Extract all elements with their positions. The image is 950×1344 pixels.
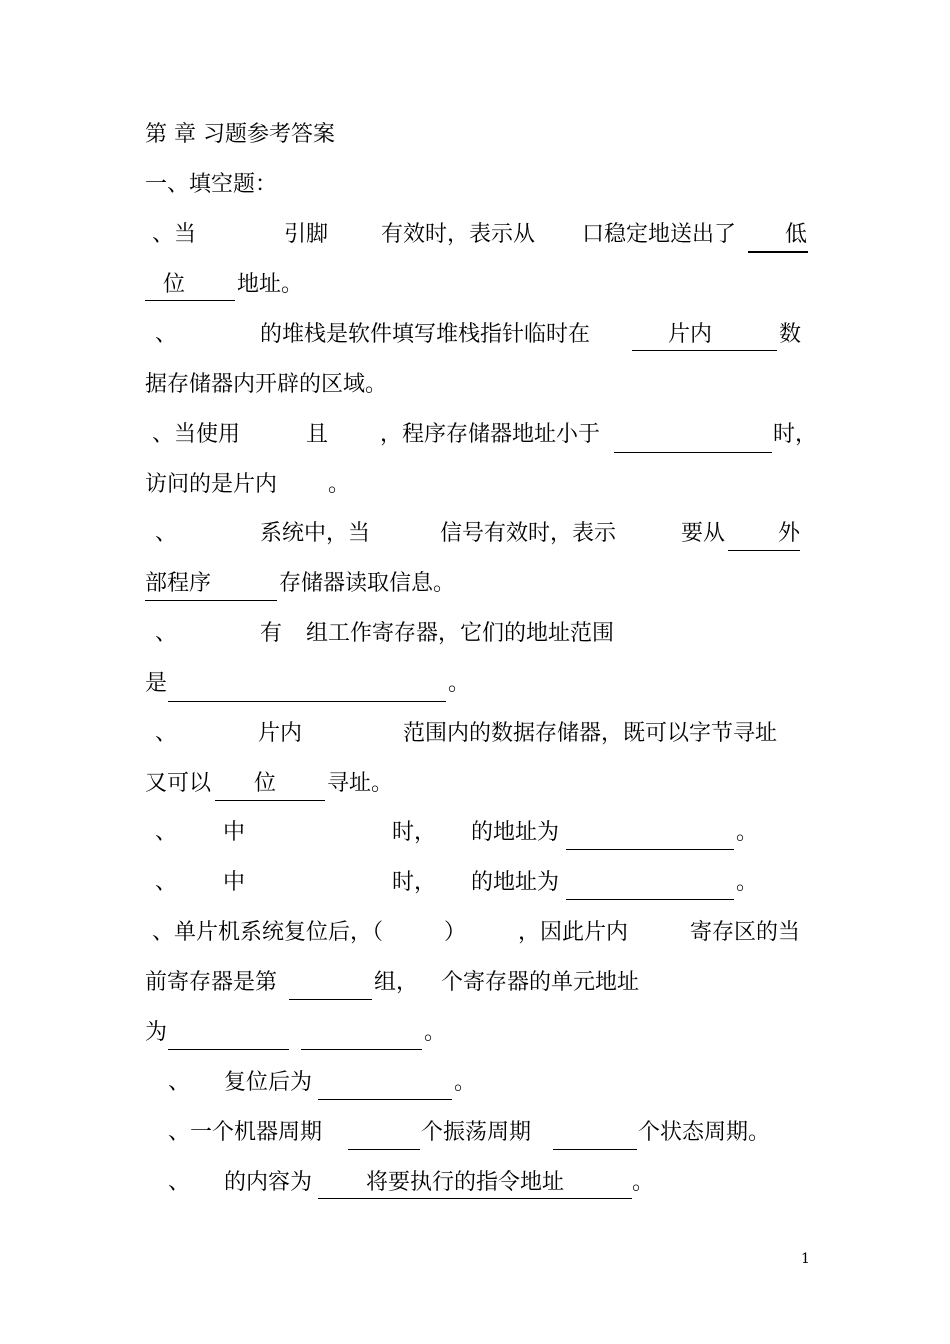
q3-text-6: 。 <box>328 472 351 497</box>
q2-answer: 片内 <box>668 322 713 347</box>
q4-blank-a <box>728 550 800 551</box>
q8-blank <box>566 899 734 900</box>
q10-blank <box>318 1099 452 1100</box>
q7-text-2: 中 <box>223 820 246 845</box>
q6-text-2: 片内 <box>258 721 303 746</box>
q4-answer-a: 外 <box>778 521 801 546</box>
q2-text-2: 的堆栈是软件填写堆栈指针临时在 <box>260 322 591 347</box>
q9-text-8: 为 <box>145 1020 168 1045</box>
q8-text-4: 的地址为 <box>471 870 560 895</box>
q12-text-1: 、 <box>168 1170 191 1195</box>
q3-text-5: 访问的是片内 <box>145 472 278 497</box>
q9-text-4: 寄存区的当 <box>690 920 801 945</box>
q7-text-5: 。 <box>736 820 759 845</box>
q8-text-2: 中 <box>223 870 246 895</box>
q6-answer: 位 <box>254 771 277 796</box>
q7-text-1: 、 <box>155 820 178 845</box>
q10-text-3: 。 <box>454 1070 477 1095</box>
q1-answer-b: 位 <box>163 272 186 297</box>
q9-text-6: 组， <box>374 970 419 995</box>
q9-text-3: ，因此片内 <box>518 920 629 945</box>
q10-text-1: 、 <box>168 1070 191 1095</box>
q4-text-5: 存储器读取信息。 <box>279 571 456 596</box>
q12-text-3: 。 <box>632 1170 655 1195</box>
q12-blank <box>318 1198 632 1199</box>
q11-text-1: 、一个机器周期 <box>168 1120 323 1145</box>
q5-text-4: 是 <box>145 671 168 696</box>
q5-text-3: 组工作寄存器，它们的地址范围 <box>306 621 615 646</box>
q8-text-5: 。 <box>736 870 759 895</box>
q2-blank <box>632 350 777 351</box>
q11-blank-a <box>348 1149 420 1150</box>
q9-text-5: 前寄存器是第 <box>145 970 278 995</box>
q3-text-4: 时， <box>773 422 818 447</box>
q8-text-1: 、 <box>155 870 178 895</box>
q1-answer-a: 低 <box>785 222 808 247</box>
q1-text-3: 有效时，表示从 <box>381 222 536 247</box>
q2-text-4: 据存储器内开辟的区域。 <box>145 372 388 397</box>
q3-text-3: ，程序存储器地址小于 <box>380 422 601 447</box>
q3-blank <box>614 452 772 453</box>
q1-text-2: 引脚 <box>284 222 329 247</box>
q6-blank <box>215 800 325 801</box>
q10-text-2: 复位后为 <box>224 1070 313 1095</box>
q1-blank-a <box>748 251 808 253</box>
q5-text-2: 有 <box>260 621 283 646</box>
q5-blank <box>168 701 446 702</box>
page-number: 1 <box>801 1251 810 1267</box>
q1-blank-b <box>145 300 235 301</box>
q11-blank-b <box>553 1149 637 1150</box>
q7-text-4: 的地址为 <box>471 820 560 845</box>
q7-text-3: 时， <box>392 820 437 845</box>
q6-text-4: 又可以 <box>145 771 212 796</box>
q9-text-9: 。 <box>424 1020 447 1045</box>
q11-text-2: 个振荡周期 <box>421 1120 532 1145</box>
page-title: 第 章 习题参考答案 <box>145 122 335 147</box>
q5-text-1: 、 <box>155 621 178 646</box>
q4-text-4: 要从 <box>681 521 726 546</box>
q4-text-2: 系统中，当 <box>260 521 371 546</box>
q4-text-1: 、 <box>155 521 178 546</box>
q9-blank-b <box>168 1049 289 1050</box>
q11-text-3: 个状态周期。 <box>638 1120 771 1145</box>
q8-text-3: 时， <box>392 870 437 895</box>
q12-answer: 将要执行的指令地址 <box>366 1170 565 1195</box>
q4-text-3: 信号有效时，表示 <box>440 521 617 546</box>
q2-text-3: 数 <box>779 322 802 347</box>
q7-blank <box>566 849 734 850</box>
q3-text-2: 且 <box>306 422 329 447</box>
q1-text-4: 口稳定地送出了 <box>582 222 737 247</box>
q6-text-3: 范围内的数据存储器，既可以字节寻址 <box>403 721 778 746</box>
q6-text-5: 寻址。 <box>327 771 394 796</box>
q3-text-1: 、当使用 <box>152 422 241 447</box>
q9-text-7: 个寄存器的单元地址 <box>441 970 640 995</box>
q4-blank-b <box>145 600 277 601</box>
q2-text-1: 、 <box>155 322 178 347</box>
section-heading: 一、填空题： <box>145 172 278 197</box>
q9-text-1: 、单片机系统复位后，（ <box>152 920 384 945</box>
q9-text-2: ） <box>444 920 467 945</box>
q4-answer-b: 部程序 <box>145 571 212 596</box>
q6-text-1: 、 <box>155 721 178 746</box>
q9-blank-a <box>289 999 372 1000</box>
q9-blank-c <box>301 1049 422 1050</box>
q1-text-5: 地址。 <box>237 272 304 297</box>
q1-text-1: 、当 <box>152 222 197 247</box>
q12-text-2: 的内容为 <box>224 1170 313 1195</box>
q5-text-5: 。 <box>448 671 471 696</box>
